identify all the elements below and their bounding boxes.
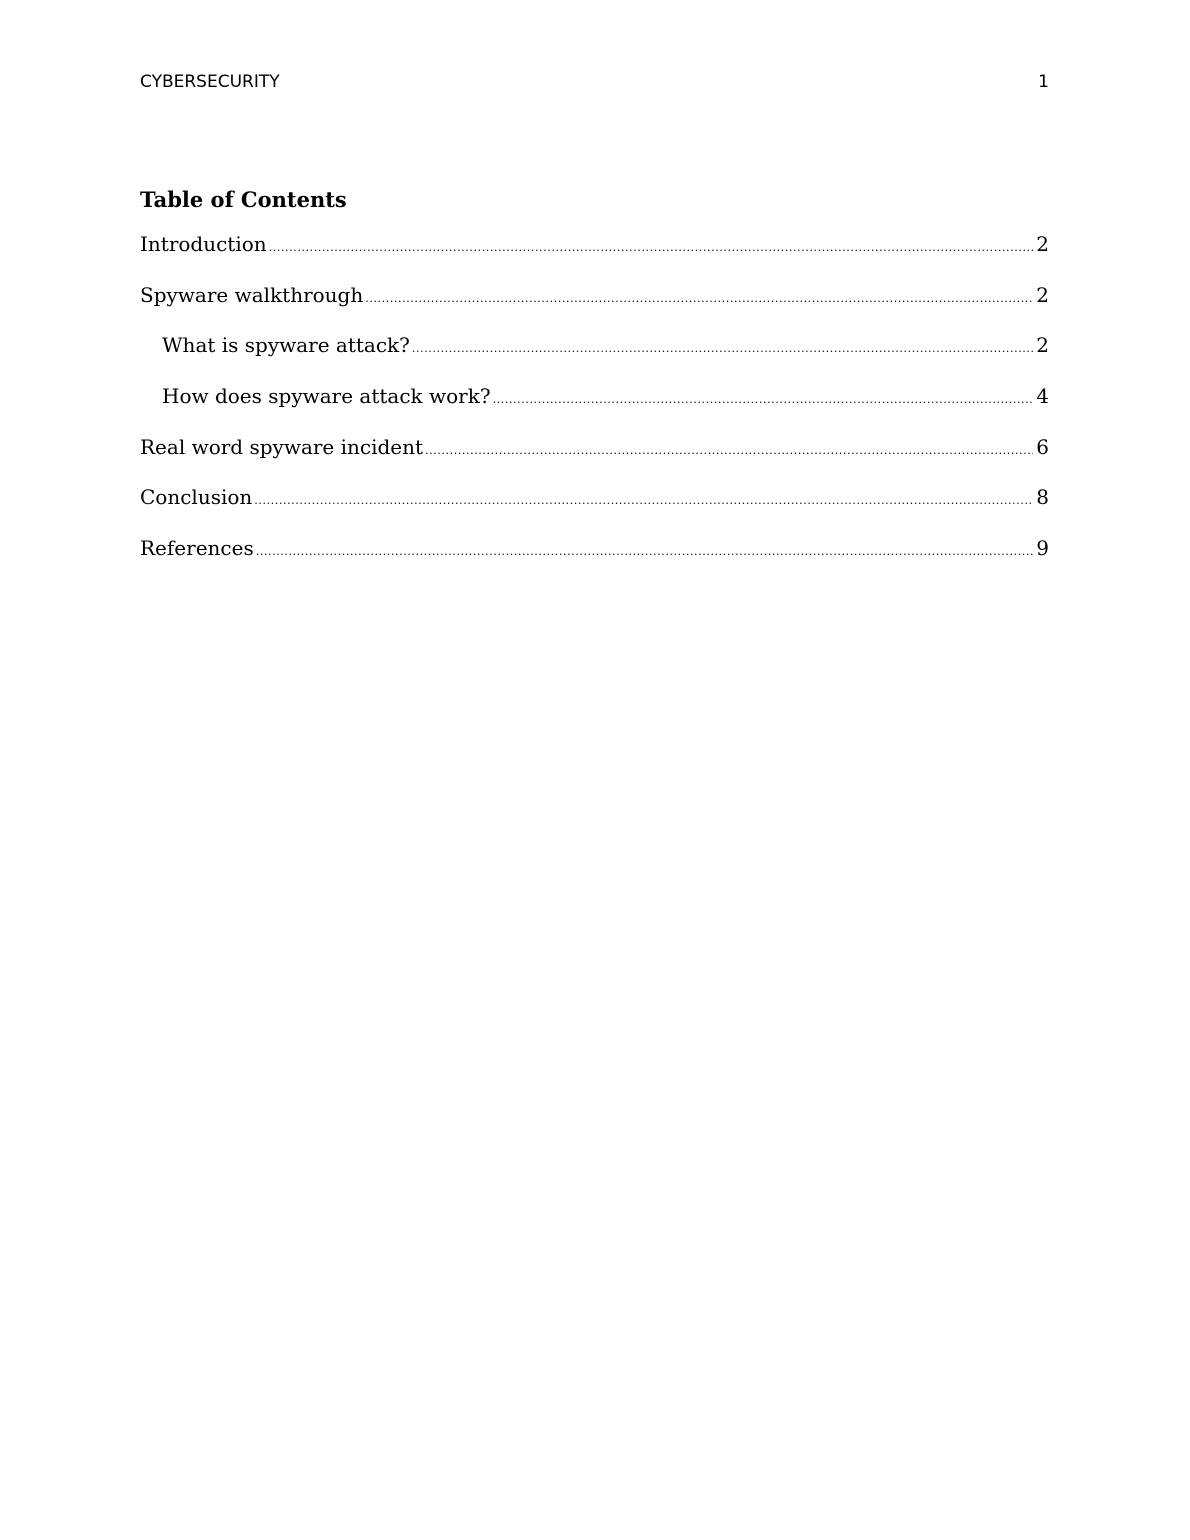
toc-entry-page: 4 — [1036, 384, 1049, 409]
toc-entry-label: Conclusion — [140, 485, 253, 510]
toc-entry-page: 2 — [1036, 282, 1049, 307]
toc-dot-leader — [412, 334, 1033, 364]
toc-entry-page: 2 — [1036, 232, 1049, 256]
page-number: 1 — [1038, 72, 1049, 92]
toc-entry-label: Real word spyware incident — [140, 434, 424, 459]
toc-dot-leader — [269, 233, 1034, 263]
toc-title: Table of Contents — [140, 187, 347, 212]
toc-entry-introduction[interactable] — [140, 229, 1049, 280]
toc-dot-leader — [256, 537, 1034, 567]
toc-entry-label: How does spyware attack work? — [162, 384, 491, 409]
toc-entry-real-word-spyware-incident[interactable] — [140, 432, 1049, 483]
running-title: CYBERSECURITY — [140, 72, 280, 92]
toc-dot-leader — [365, 284, 1033, 314]
toc-dot-leader — [425, 436, 1033, 466]
toc-entry-label: Spyware walkthrough — [140, 282, 364, 307]
toc-entry-page: 2 — [1036, 333, 1049, 358]
toc-entry-label: Introduction — [140, 232, 267, 256]
toc-entry-references[interactable] — [140, 533, 1049, 584]
toc-entry-page: 6 — [1036, 434, 1049, 459]
toc-entry-what-is-spyware-attack[interactable] — [140, 330, 1049, 381]
toc-entry-conclusion[interactable] — [140, 482, 1049, 533]
toc-entry-how-spyware-attack-works[interactable] — [140, 381, 1049, 432]
toc-entry-label: What is spyware attack? — [162, 333, 410, 358]
toc-entry-page: 8 — [1036, 485, 1049, 510]
toc-entry-spyware-walkthrough[interactable] — [140, 280, 1049, 331]
toc-entry-label: References — [140, 536, 254, 561]
toc-entry-page: 9 — [1036, 536, 1049, 561]
toc-dot-leader — [493, 385, 1034, 415]
toc-dot-leader — [254, 486, 1033, 516]
toc-list — [140, 229, 1049, 584]
table-of-contents — [140, 185, 1049, 584]
page-header — [140, 72, 1049, 96]
